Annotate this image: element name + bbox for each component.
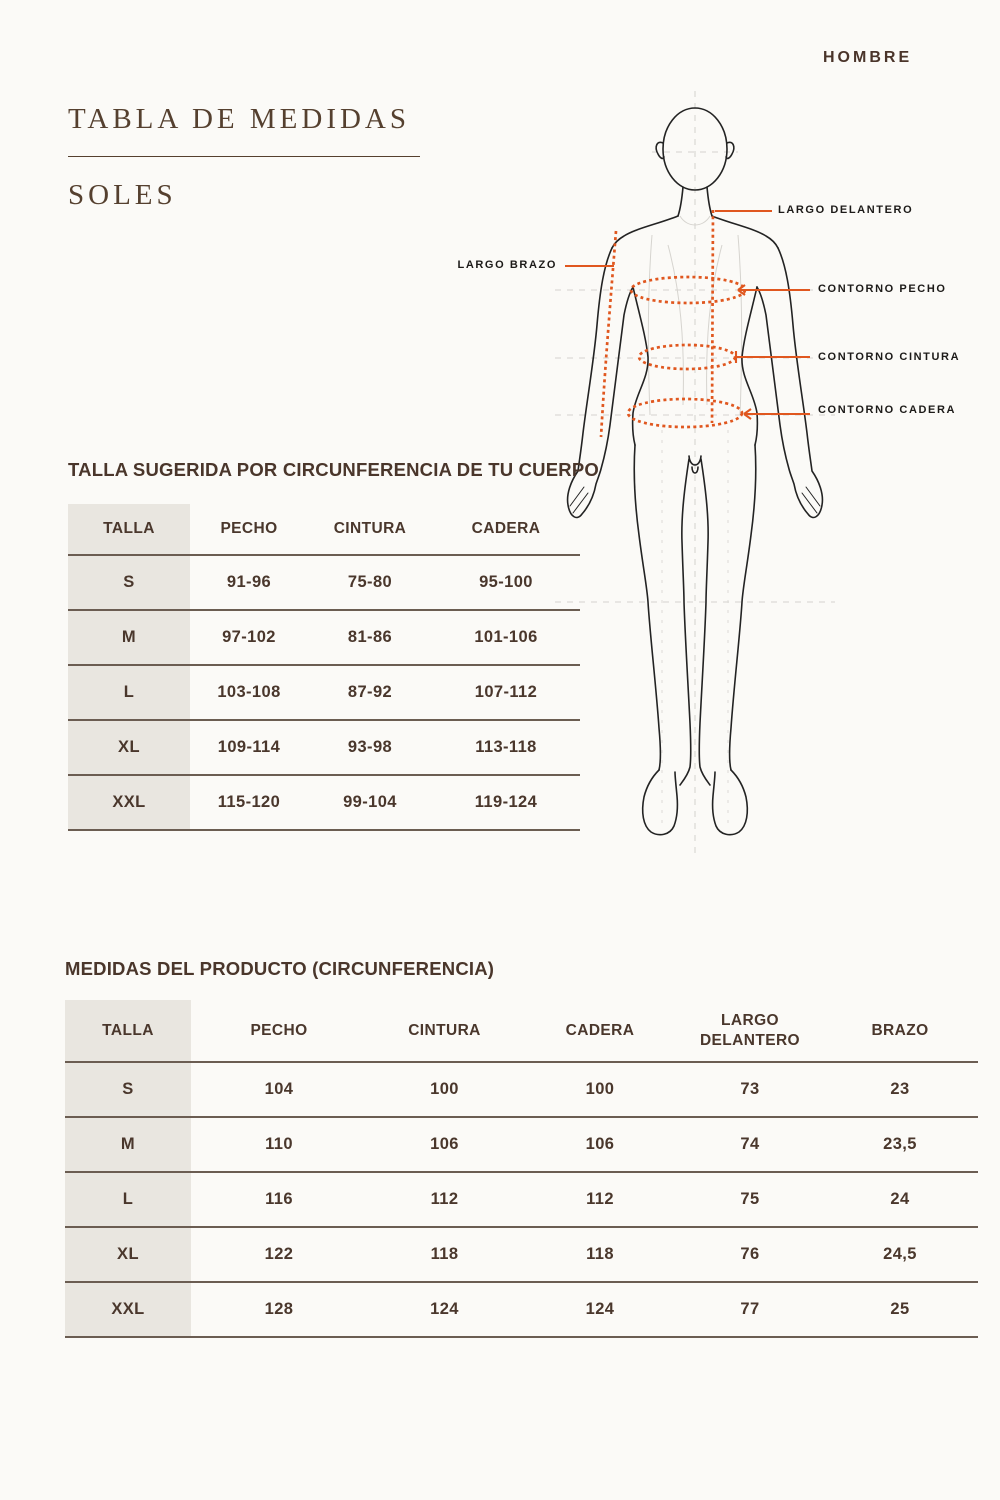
value-cell: 74 bbox=[678, 1117, 822, 1172]
column-header: LARGO DELANTERO bbox=[678, 1000, 822, 1062]
column-header: TALLA bbox=[68, 504, 190, 555]
value-cell: 91-96 bbox=[190, 555, 308, 610]
value-cell: 25 bbox=[822, 1282, 978, 1337]
value-cell: 101-106 bbox=[432, 610, 580, 665]
value-cell: 24,5 bbox=[822, 1227, 978, 1282]
column-header: CINTURA bbox=[367, 1000, 522, 1062]
figure-outline bbox=[568, 108, 823, 835]
table-row bbox=[68, 720, 580, 775]
value-cell: 76 bbox=[678, 1227, 822, 1282]
value-cell: 81-86 bbox=[308, 610, 432, 665]
value-cell: 103-108 bbox=[190, 665, 308, 720]
body-measurement-diagram bbox=[540, 85, 980, 875]
header-row bbox=[65, 1000, 978, 1062]
value-cell: 106 bbox=[367, 1117, 522, 1172]
value-cell: 119-124 bbox=[432, 775, 580, 830]
body-size-table bbox=[68, 504, 580, 831]
value-cell: 104 bbox=[191, 1062, 367, 1117]
table-row bbox=[65, 1282, 978, 1337]
value-cell: 23 bbox=[822, 1062, 978, 1117]
value-cell: 100 bbox=[367, 1062, 522, 1117]
size-cell: M bbox=[65, 1117, 191, 1172]
table-row bbox=[65, 1172, 978, 1227]
column-header: CADERA bbox=[522, 1000, 678, 1062]
value-cell: 116 bbox=[191, 1172, 367, 1227]
value-cell: 93-98 bbox=[308, 720, 432, 775]
contorno-cadera-ellipse bbox=[628, 399, 742, 427]
value-cell: 115-120 bbox=[190, 775, 308, 830]
value-cell: 118 bbox=[367, 1227, 522, 1282]
value-cell: 106 bbox=[522, 1117, 678, 1172]
size-cell: S bbox=[68, 555, 190, 610]
size-cell: XXL bbox=[68, 775, 190, 830]
table-row bbox=[68, 610, 580, 665]
brand-name: SOLES bbox=[68, 179, 177, 211]
value-cell: 124 bbox=[522, 1282, 678, 1337]
value-cell: 100 bbox=[522, 1062, 678, 1117]
value-cell: 124 bbox=[367, 1282, 522, 1337]
largo-brazo-label: LARGO BRAZO bbox=[457, 259, 557, 271]
value-cell: 23,5 bbox=[822, 1117, 978, 1172]
gender-label: HOMBRE bbox=[823, 49, 913, 66]
value-cell: 99-104 bbox=[308, 775, 432, 830]
size-cell: M bbox=[68, 610, 190, 665]
value-cell: 118 bbox=[522, 1227, 678, 1282]
value-cell: 24 bbox=[822, 1172, 978, 1227]
table-row bbox=[68, 555, 580, 610]
size-cell: XL bbox=[65, 1227, 191, 1282]
value-cell: 97-102 bbox=[190, 610, 308, 665]
product-size-table-title: MEDIDAS DEL PRODUCTO (CIRCUNFERENCIA) bbox=[65, 958, 495, 979]
value-cell: 112 bbox=[522, 1172, 678, 1227]
figure-seam-lines bbox=[648, 216, 741, 415]
value-cell: 75-80 bbox=[308, 555, 432, 610]
title-divider bbox=[68, 156, 420, 157]
value-cell: 128 bbox=[191, 1282, 367, 1337]
body-size-table-title: TALLA SUGERIDA POR CIRCUNFERENCIA DE TU CUERPO bbox=[68, 459, 599, 480]
male-body-figure bbox=[540, 85, 980, 875]
value-cell: 110 bbox=[191, 1117, 367, 1172]
largo-delantero-line bbox=[712, 210, 713, 423]
page-title: TABLA DE MEDIDAS bbox=[68, 103, 411, 135]
header-row bbox=[68, 504, 580, 555]
value-cell: 107-112 bbox=[432, 665, 580, 720]
contorno-pecho-label: CONTORNO PECHO bbox=[818, 283, 947, 295]
measurement-marks bbox=[565, 210, 810, 437]
column-header: BRAZO bbox=[822, 1000, 978, 1062]
value-cell: 112 bbox=[367, 1172, 522, 1227]
column-header: PECHO bbox=[190, 504, 308, 555]
column-header: CADERA bbox=[432, 504, 580, 555]
column-header: PECHO bbox=[191, 1000, 367, 1062]
size-cell: L bbox=[65, 1172, 191, 1227]
column-header: TALLA bbox=[65, 1000, 191, 1062]
value-cell: 113-118 bbox=[432, 720, 580, 775]
table-row bbox=[65, 1117, 978, 1172]
table-row bbox=[65, 1227, 978, 1282]
table-row bbox=[68, 665, 580, 720]
contorno-cadera-label: CONTORNO CADERA bbox=[818, 404, 957, 416]
value-cell: 73 bbox=[678, 1062, 822, 1117]
size-cell: XL bbox=[68, 720, 190, 775]
value-cell: 75 bbox=[678, 1172, 822, 1227]
value-cell: 109-114 bbox=[190, 720, 308, 775]
value-cell: 95-100 bbox=[432, 555, 580, 610]
largo-delantero-label: LARGO DELANTERO bbox=[778, 204, 914, 216]
size-cell: S bbox=[65, 1062, 191, 1117]
value-cell: 77 bbox=[678, 1282, 822, 1337]
product-size-table bbox=[65, 1000, 978, 1338]
size-cell: L bbox=[68, 665, 190, 720]
size-cell: XXL bbox=[65, 1282, 191, 1337]
value-cell: 87-92 bbox=[308, 665, 432, 720]
table-row bbox=[68, 775, 580, 830]
column-header: CINTURA bbox=[308, 504, 432, 555]
contorno-cintura-ellipse bbox=[639, 345, 735, 369]
table-row bbox=[65, 1062, 978, 1117]
contorno-cintura-label: CONTORNO CINTURA bbox=[818, 351, 961, 363]
largo-brazo-line bbox=[601, 231, 616, 437]
value-cell: 122 bbox=[191, 1227, 367, 1282]
